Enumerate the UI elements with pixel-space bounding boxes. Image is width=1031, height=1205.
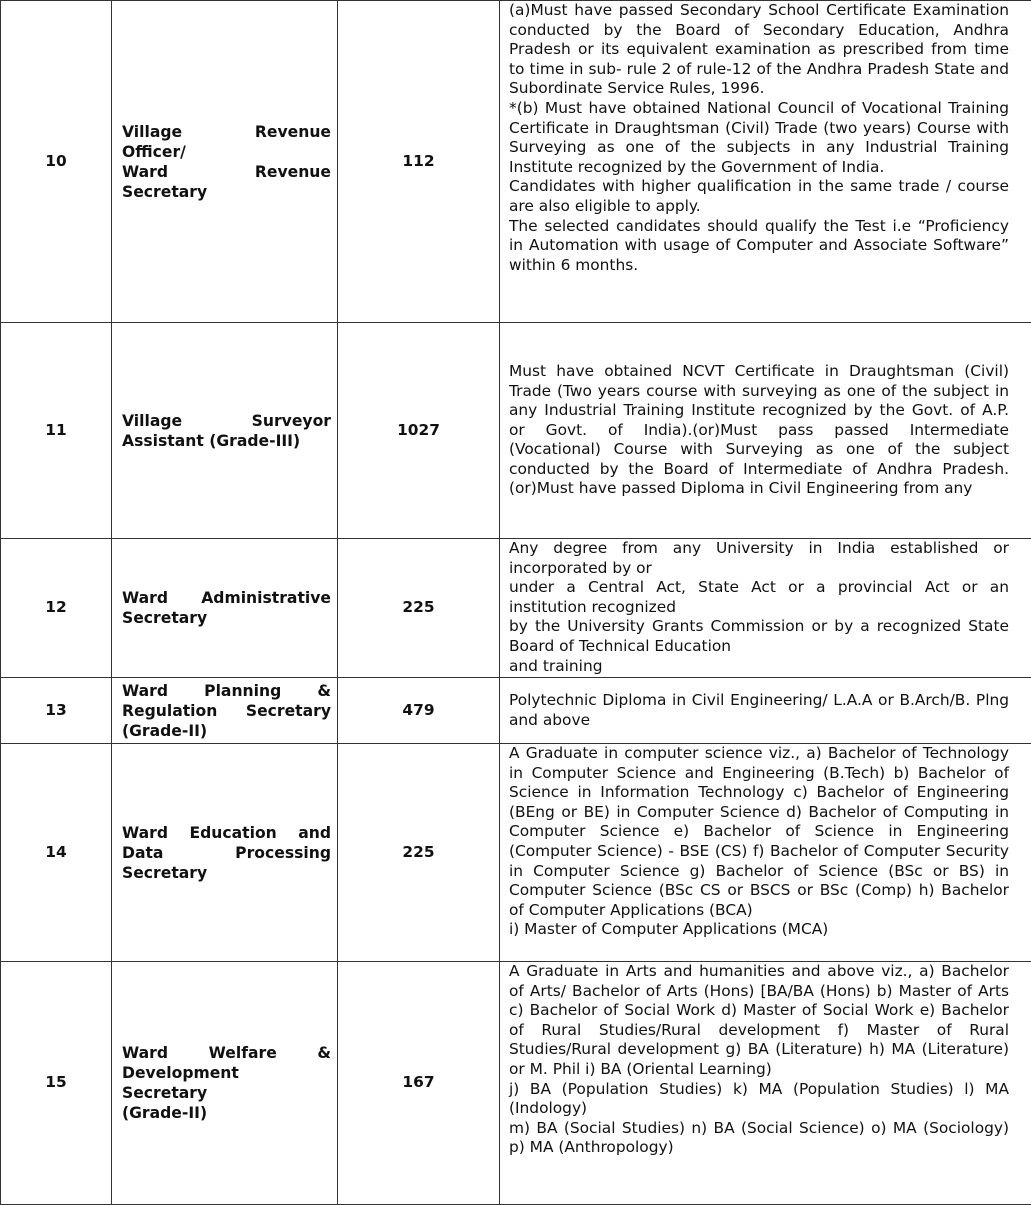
serial-number: 11 xyxy=(1,323,112,539)
vacancy-count: 112 xyxy=(338,1,500,323)
qualification-paragraph: The selected candidates should qualify the Test i.e “Proficiency in Automation with usage of Computer and Associate Software” within 6 months. xyxy=(509,217,1009,276)
post-name-line: Regulation Secretary xyxy=(122,701,331,721)
qualification xyxy=(500,678,1031,744)
table-row xyxy=(1,539,1031,678)
qualification-paragraph: A Graduate in Arts and humanities and above viz., a) Bachelor of Arts/ Bachelor of Arts (Hons) [BA/BA (Hons) b) Master of Arts c) Bachelor of Social Work d) Master of Social Work e) Bachelor of Rural Studies/Rural development f) Master of Rural Studies/Rural development g) BA (Literature) h) MA (Literature) or M. Phil i) BA (Oriental Learning) xyxy=(509,962,1009,1080)
qualification-paragraph: j) BA (Population Studies) k) MA (Population Studies) l) MA (Indology) xyxy=(509,1080,1009,1119)
post-name-line: Secretary xyxy=(122,608,331,628)
post-name-line: Secretary xyxy=(122,1083,331,1103)
table-row xyxy=(1,323,1031,539)
post-name-line: Officer/ xyxy=(122,142,331,162)
qualification-paragraph: *(b) Must have obtained National Council of Vocational Training Certificate in Draughtsman (Civil) Trade (two years) Course with Surveying as one of the subjects in any Industrial Training Institute recognized by the Government of India. xyxy=(509,99,1009,177)
vacancy-count: 167 xyxy=(338,962,500,1205)
post-name-line: Ward Education and xyxy=(122,823,331,843)
post-name xyxy=(112,1,338,323)
post-name-line: Secretary xyxy=(122,863,331,883)
qualification xyxy=(500,323,1031,539)
post-name-line: (Grade-II) xyxy=(122,1103,331,1123)
post-name-line: (Grade-II) xyxy=(122,721,331,741)
post-name-line: Ward Welfare & xyxy=(122,1043,331,1063)
vacancy-count: 225 xyxy=(338,744,500,962)
post-name-line: Ward Revenue xyxy=(122,162,331,182)
serial-number: 14 xyxy=(1,744,112,962)
serial-number: 13 xyxy=(1,678,112,744)
vacancy-count: 225 xyxy=(338,539,500,678)
qualification-paragraph: Must have obtained NCVT Certificate in Draughtsman (Civil) Trade (Two years course with surveying as one of the subject in any Industrial Training Institute recognized by the Govt. of A.P. or Govt. of India).(or)Must pass passed Intermediate (Vocational) Course with Surveying as one of the subject conducted by the Board of Intermediate of Andhra Pradesh.(or)Must have passed Diploma in Civil Engineering from any xyxy=(509,362,1009,499)
qualification-paragraph: under a Central Act, State Act or a provincial Act or an institution recognized xyxy=(509,578,1009,617)
post-name-line: Assistant (Grade-III) xyxy=(122,431,331,451)
qualification xyxy=(500,744,1031,962)
post-name xyxy=(112,323,338,539)
post-name-line: Village Revenue xyxy=(122,122,331,142)
qualification-paragraph: Polytechnic Diploma in Civil Engineering/ L.A.A or B.Arch/B. Plng and above xyxy=(509,691,1009,730)
qualification-paragraph: (a)Must have passed Secondary School Certificate Examination conducted by the Board of Secondary Education, Andhra Pradesh or its equivalent examination as prescribed from time to time in sub- rule 2 of rule-12 of the Andhra Pradesh State and Subordinate Service Rules, 1996. xyxy=(509,1,1009,99)
qualification xyxy=(500,1,1031,323)
qualification-paragraph: i) Master of Computer Applications (MCA) xyxy=(509,920,1009,940)
post-name-line: Development xyxy=(122,1063,331,1083)
qualification-paragraph: Any degree from any University in India established or incorporated by or xyxy=(509,539,1009,578)
post-name xyxy=(112,539,338,678)
serial-number: 15 xyxy=(1,962,112,1205)
post-name-line: Village Surveyor xyxy=(122,411,331,431)
qualification-paragraph: by the University Grants Commission or by a recognized State Board of Technical Education xyxy=(509,617,1009,656)
serial-number: 12 xyxy=(1,539,112,678)
table-row xyxy=(1,744,1031,962)
vacancy-count: 479 xyxy=(338,678,500,744)
qualification-paragraph: A Graduate in computer science viz., a) Bachelor of Technology in Computer Science and Engineering (B.Tech) b) Bachelor of Science in Information Technology c) Bachelor of Engineering (BEng or BE) in Computer Science d) Bachelor of Computing in Computer Science e) Bachelor of Science in Engineering (Computer Science) - BSE (CS) f) Bachelor of Computer Security in Computer Science g) Bachelor of Science (BSc or BS) in Computer Science (BSc CS or BSCS or BSc (Comp) h) Bachelor of Computer Applications (BCA) xyxy=(509,744,1009,920)
vacancy-count: 1027 xyxy=(338,323,500,539)
qualification-paragraph: and training xyxy=(509,657,1009,677)
qualification xyxy=(500,962,1031,1205)
qualification xyxy=(500,539,1031,678)
qualification-paragraph: m) BA (Social Studies) n) BA (Social Science) o) MA (Sociology) p) MA (Anthropology) xyxy=(509,1119,1009,1158)
table-row xyxy=(1,678,1031,744)
serial-number: 10 xyxy=(1,1,112,323)
post-name-line: Secretary xyxy=(122,182,331,202)
table-row xyxy=(1,962,1031,1205)
post-name xyxy=(112,678,338,744)
post-name-line: Ward Planning & xyxy=(122,681,331,701)
post-name xyxy=(112,962,338,1205)
table-row xyxy=(1,1,1031,323)
qualification-paragraph: Candidates with higher qualification in the same trade / course are also eligible to apply. xyxy=(509,177,1009,216)
post-name-line: Ward Administrative xyxy=(122,588,331,608)
post-name-line: Data Processing xyxy=(122,843,331,863)
post-name xyxy=(112,744,338,962)
